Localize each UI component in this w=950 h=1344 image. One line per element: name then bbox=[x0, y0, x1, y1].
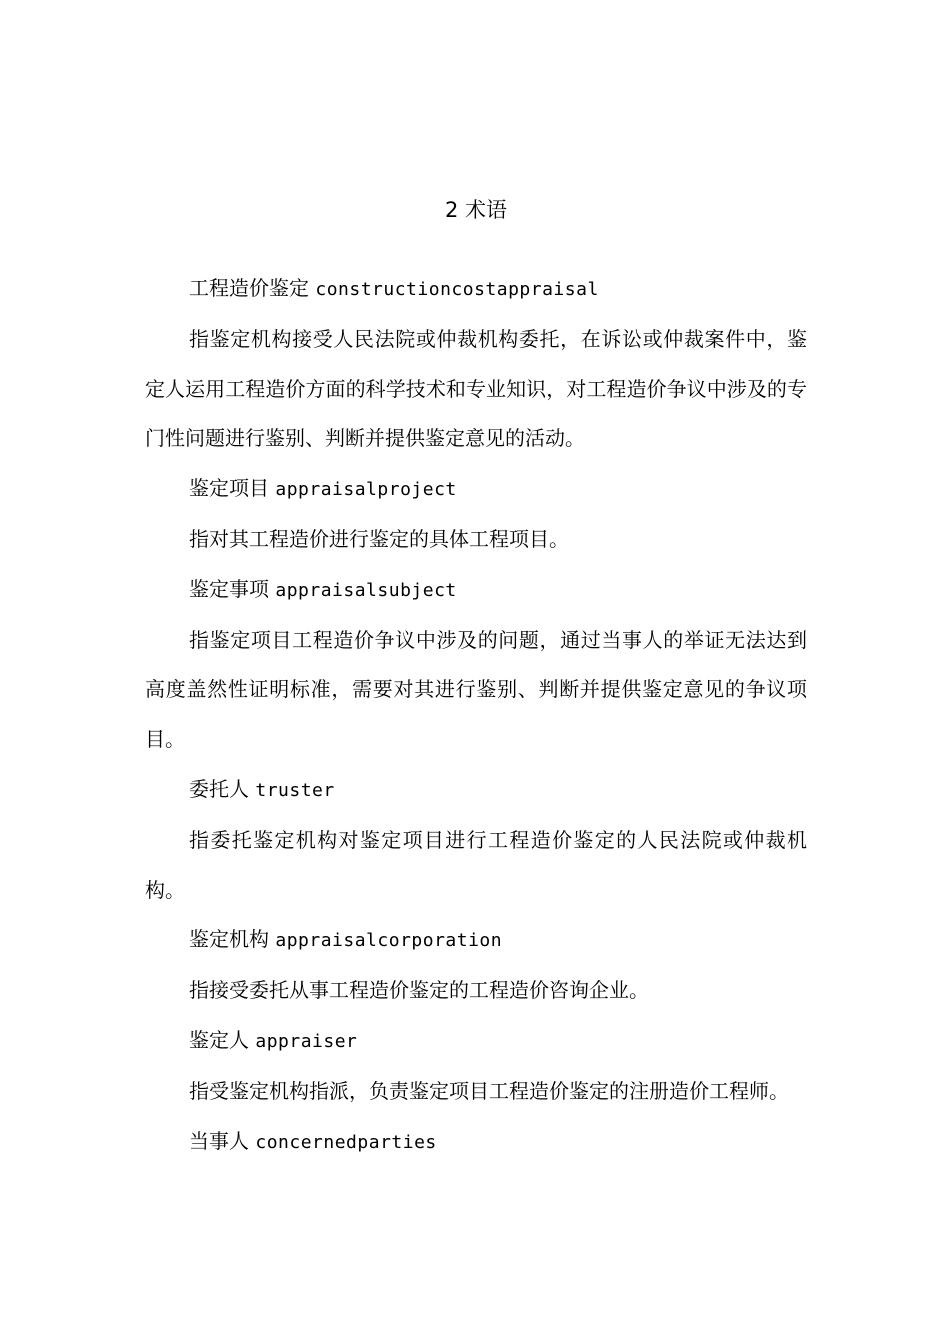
term-definition: 指委托鉴定机构对鉴定项目进行工程造价鉴定的人民法院或仲裁机构。 bbox=[145, 827, 807, 902]
document-page bbox=[145, 185, 807, 1167]
term-entry bbox=[145, 264, 807, 464]
term-entry bbox=[145, 464, 807, 565]
term-heading bbox=[145, 1117, 807, 1168]
term-en: appraisalcorporation bbox=[275, 930, 503, 952]
term-entry bbox=[145, 565, 807, 765]
term-entry bbox=[145, 915, 807, 1016]
term-entry bbox=[145, 1117, 807, 1168]
term-heading bbox=[145, 1016, 807, 1067]
term-zh: 鉴定人 bbox=[189, 1027, 249, 1052]
term-zh: 鉴定项目 bbox=[189, 476, 269, 501]
term-zh: 工程造价鉴定 bbox=[189, 276, 309, 300]
term-en: appraisalproject bbox=[275, 479, 457, 501]
term-heading bbox=[145, 565, 807, 616]
term-heading bbox=[145, 464, 807, 515]
term-entry bbox=[145, 765, 807, 915]
term-definition: 指鉴定机构接受人民法院或仲裁机构委托，在诉讼或仲裁案件中，鉴定人运用工程造价方面的科学技术和专业知识，对工程造价争议中涉及的专门性问题进行鉴别、判断并提供鉴定意见的活动。 bbox=[145, 326, 807, 451]
term-definition: 指受鉴定机构指派，负责鉴定项目工程造价鉴定的注册造价工程师。 bbox=[189, 1078, 789, 1103]
term-en: truster bbox=[255, 779, 335, 801]
term-zh: 委托人 bbox=[189, 776, 249, 801]
term-heading bbox=[145, 915, 807, 966]
term-en: concernedparties bbox=[255, 1131, 437, 1153]
term-zh: 鉴定事项 bbox=[189, 576, 269, 601]
term-definition: 指对其工程造价进行鉴定的具体工程项目。 bbox=[189, 526, 569, 551]
term-heading bbox=[145, 264, 807, 315]
term-en: appraiser bbox=[255, 1030, 358, 1052]
term-zh: 鉴定机构 bbox=[189, 927, 269, 952]
term-definition: 指鉴定项目工程造价争议中涉及的问题，通过当事人的举证无法达到高度盖然性证明标准，需要对其进行鉴别、判断并提供鉴定意见的争议项目。 bbox=[145, 627, 807, 752]
term-heading bbox=[145, 765, 807, 816]
term-en: constructioncostappraisal bbox=[315, 279, 599, 300]
section-title: 2 术语 bbox=[444, 198, 508, 222]
term-en: appraisalsubject bbox=[275, 579, 457, 601]
term-zh: 当事人 bbox=[189, 1128, 249, 1153]
term-definition: 指接受委托从事工程造价鉴定的工程造价咨询企业。 bbox=[189, 978, 649, 1003]
term-entry bbox=[145, 1016, 807, 1117]
